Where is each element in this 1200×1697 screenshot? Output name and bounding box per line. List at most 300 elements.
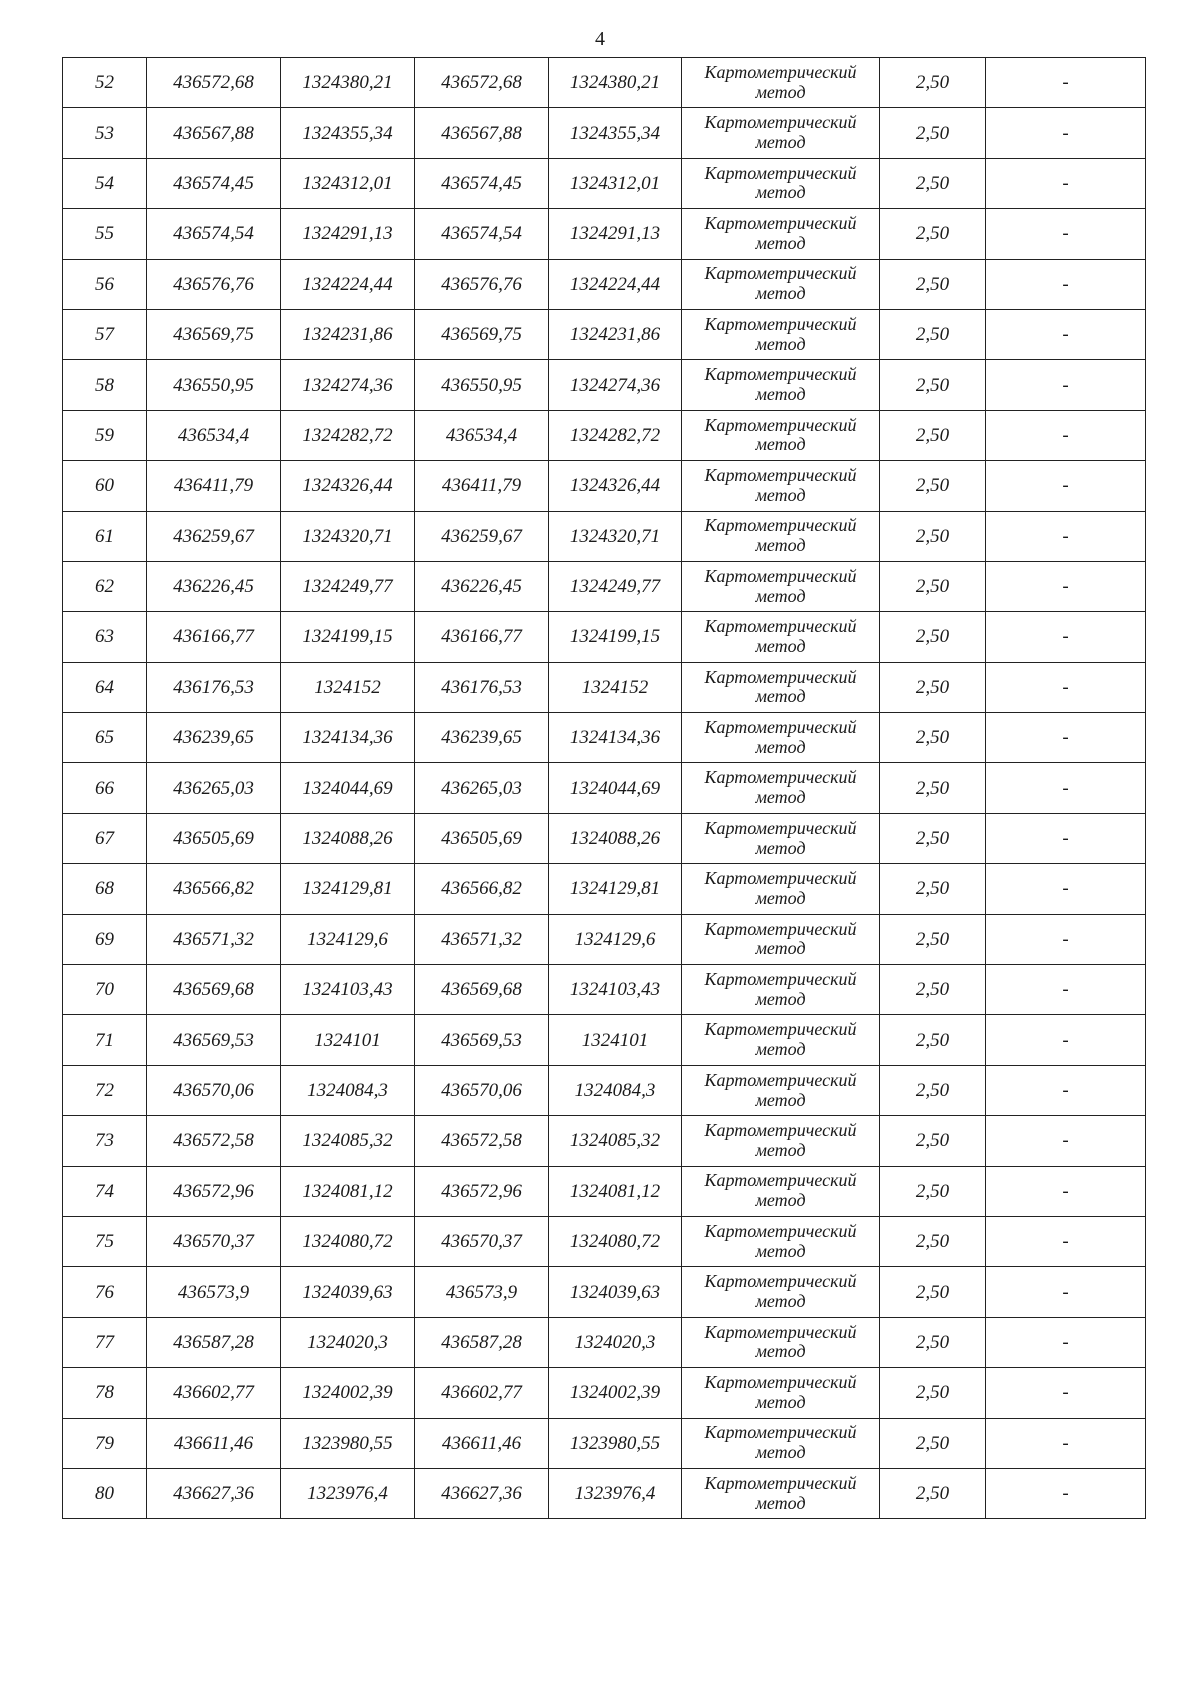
x-existing-cell: 436569,53 (147, 1015, 281, 1065)
note-cell: - (986, 1015, 1146, 1065)
table-row (63, 864, 1146, 914)
note-cell: - (986, 461, 1146, 511)
method-line2: метод (755, 1291, 806, 1312)
note-cell: - (986, 1116, 1146, 1166)
accuracy-cell: 2,50 (880, 108, 986, 158)
y-existing-cell: 1324320,71 (281, 511, 415, 561)
accuracy-cell: 2,50 (880, 763, 986, 813)
method-line1: Картометрический (704, 1321, 857, 1342)
x-new-cell: 436226,45 (415, 561, 549, 611)
y-new-cell: 1324084,3 (549, 1065, 682, 1115)
y-new-cell: 1324129,6 (549, 914, 682, 964)
method-cell (682, 561, 880, 611)
x-new-cell: 436566,82 (415, 864, 549, 914)
method-cell (682, 259, 880, 309)
point-number-cell: 72 (63, 1065, 147, 1115)
table-row (63, 461, 1146, 511)
x-new-cell: 436572,68 (415, 58, 549, 108)
accuracy-cell: 2,50 (880, 1267, 986, 1317)
note-cell: - (986, 108, 1146, 158)
y-existing-cell: 1324326,44 (281, 461, 415, 511)
method-cell (682, 813, 880, 863)
y-new-cell: 1324134,36 (549, 713, 682, 763)
note-cell: - (986, 1468, 1146, 1518)
y-new-cell: 1324080,72 (549, 1216, 682, 1266)
accuracy-cell: 2,50 (880, 58, 986, 108)
method-line1: Картометрический (704, 1069, 857, 1090)
accuracy-cell: 2,50 (880, 461, 986, 511)
method-line2: метод (755, 938, 806, 959)
method-cell (682, 612, 880, 662)
x-existing-cell: 436505,69 (147, 813, 281, 863)
method-line1: Картометрический (704, 515, 857, 536)
y-existing-cell: 1324084,3 (281, 1065, 415, 1115)
point-number-cell: 54 (63, 158, 147, 208)
method-line1: Картометрический (704, 213, 857, 234)
table-row (63, 763, 1146, 813)
method-cell (682, 1015, 880, 1065)
note-cell: - (986, 813, 1146, 863)
method-cell (682, 461, 880, 511)
note-cell: - (986, 561, 1146, 611)
method-line2: метод (755, 837, 806, 858)
x-existing-cell: 436534,4 (147, 410, 281, 460)
method-line2: метод (755, 1492, 806, 1513)
y-existing-cell: 1324080,72 (281, 1216, 415, 1266)
method-cell (682, 662, 880, 712)
x-existing-cell: 436602,77 (147, 1368, 281, 1418)
accuracy-cell: 2,50 (880, 1317, 986, 1367)
method-line2: метод (755, 434, 806, 455)
y-new-cell: 1324020,3 (549, 1317, 682, 1367)
y-existing-cell: 1324129,6 (281, 914, 415, 964)
point-number-cell: 78 (63, 1368, 147, 1418)
table-row (63, 259, 1146, 309)
y-existing-cell: 1324020,3 (281, 1317, 415, 1367)
x-new-cell: 436259,67 (415, 511, 549, 561)
y-existing-cell: 1324274,36 (281, 360, 415, 410)
y-new-cell: 1324380,21 (549, 58, 682, 108)
method-cell (682, 511, 880, 561)
accuracy-cell: 2,50 (880, 662, 986, 712)
accuracy-cell: 2,50 (880, 612, 986, 662)
method-line1: Картометрический (704, 918, 857, 939)
point-number-cell: 76 (63, 1267, 147, 1317)
point-number-cell: 60 (63, 461, 147, 511)
method-line1: Картометрический (704, 817, 857, 838)
x-existing-cell: 436259,67 (147, 511, 281, 561)
method-cell (682, 1216, 880, 1266)
note-cell: - (986, 662, 1146, 712)
x-new-cell: 436602,77 (415, 1368, 549, 1418)
x-existing-cell: 436576,76 (147, 259, 281, 309)
table-row (63, 1065, 1146, 1115)
note-cell: - (986, 763, 1146, 813)
y-existing-cell: 1324081,12 (281, 1166, 415, 1216)
x-existing-cell: 436166,77 (147, 612, 281, 662)
x-new-cell: 436574,54 (415, 209, 549, 259)
method-cell (682, 209, 880, 259)
y-existing-cell: 1324002,39 (281, 1368, 415, 1418)
method-line1: Картометрический (704, 968, 857, 989)
method-cell (682, 1368, 880, 1418)
note-cell: - (986, 1368, 1146, 1418)
accuracy-cell: 2,50 (880, 813, 986, 863)
y-new-cell: 1324101 (549, 1015, 682, 1065)
point-number-cell: 80 (63, 1468, 147, 1518)
method-cell (682, 1468, 880, 1518)
table-row (63, 1166, 1146, 1216)
x-existing-cell: 436570,06 (147, 1065, 281, 1115)
table-row (63, 1015, 1146, 1065)
y-existing-cell: 1324103,43 (281, 965, 415, 1015)
method-cell (682, 965, 880, 1015)
x-existing-cell: 436411,79 (147, 461, 281, 511)
method-line1: Картометрический (704, 1170, 857, 1191)
x-new-cell: 436176,53 (415, 662, 549, 712)
y-new-cell: 1324002,39 (549, 1368, 682, 1418)
method-line2: метод (755, 283, 806, 304)
y-existing-cell: 1324101 (281, 1015, 415, 1065)
method-line2: метод (755, 1089, 806, 1110)
method-line1: Картометрический (704, 263, 857, 284)
point-number-cell: 79 (63, 1418, 147, 1468)
x-new-cell: 436572,58 (415, 1116, 549, 1166)
y-new-cell: 1324282,72 (549, 410, 682, 460)
x-new-cell: 436567,88 (415, 108, 549, 158)
table-row (63, 1468, 1146, 1518)
point-number-cell: 55 (63, 209, 147, 259)
point-number-cell: 74 (63, 1166, 147, 1216)
note-cell: - (986, 360, 1146, 410)
point-number-cell: 61 (63, 511, 147, 561)
method-line2: метод (755, 1391, 806, 1412)
note-cell: - (986, 158, 1146, 208)
y-new-cell: 1324291,13 (549, 209, 682, 259)
method-line1: Картометрический (704, 414, 857, 435)
y-new-cell: 1324231,86 (549, 309, 682, 359)
y-new-cell: 1324249,77 (549, 561, 682, 611)
method-line2: метод (755, 182, 806, 203)
method-line2: метод (755, 535, 806, 556)
y-existing-cell: 1324312,01 (281, 158, 415, 208)
x-new-cell: 436239,65 (415, 713, 549, 763)
table-row (63, 713, 1146, 763)
method-line2: метод (755, 1240, 806, 1261)
page-number: 4 (595, 28, 605, 50)
x-new-cell: 436265,03 (415, 763, 549, 813)
note-cell: - (986, 1065, 1146, 1115)
y-existing-cell: 1324282,72 (281, 410, 415, 460)
x-existing-cell: 436572,68 (147, 58, 281, 108)
accuracy-cell: 2,50 (880, 561, 986, 611)
x-new-cell: 436576,76 (415, 259, 549, 309)
x-existing-cell: 436550,95 (147, 360, 281, 410)
x-new-cell: 436587,28 (415, 1317, 549, 1367)
point-number-cell: 68 (63, 864, 147, 914)
y-existing-cell: 1324152 (281, 662, 415, 712)
method-cell (682, 1267, 880, 1317)
method-line1: Картометрический (704, 1472, 857, 1493)
x-new-cell: 436569,75 (415, 309, 549, 359)
accuracy-cell: 2,50 (880, 1116, 986, 1166)
accuracy-cell: 2,50 (880, 965, 986, 1015)
y-existing-cell: 1324088,26 (281, 813, 415, 863)
coordinates-table (62, 57, 1146, 1519)
note-cell: - (986, 612, 1146, 662)
method-line1: Картометрический (704, 1120, 857, 1141)
method-line2: метод (755, 384, 806, 405)
accuracy-cell: 2,50 (880, 1015, 986, 1065)
point-number-cell: 65 (63, 713, 147, 763)
accuracy-cell: 2,50 (880, 1468, 986, 1518)
x-new-cell: 436569,68 (415, 965, 549, 1015)
y-existing-cell: 1323976,4 (281, 1468, 415, 1518)
method-line1: Картометрический (704, 364, 857, 385)
note-cell: - (986, 58, 1146, 108)
table-row (63, 1317, 1146, 1367)
method-line1: Картометрический (704, 616, 857, 637)
point-number-cell: 52 (63, 58, 147, 108)
y-new-cell: 1324129,81 (549, 864, 682, 914)
accuracy-cell: 2,50 (880, 1418, 986, 1468)
table-row (63, 309, 1146, 359)
y-new-cell: 1324355,34 (549, 108, 682, 158)
accuracy-cell: 2,50 (880, 259, 986, 309)
x-new-cell: 436570,06 (415, 1065, 549, 1115)
y-new-cell: 1324224,44 (549, 259, 682, 309)
method-line1: Картометрический (704, 465, 857, 486)
x-existing-cell: 436572,96 (147, 1166, 281, 1216)
accuracy-cell: 2,50 (880, 864, 986, 914)
note-cell: - (986, 914, 1146, 964)
method-cell (682, 58, 880, 108)
method-line1: Картометрический (704, 112, 857, 133)
x-existing-cell: 436574,54 (147, 209, 281, 259)
accuracy-cell: 2,50 (880, 914, 986, 964)
accuracy-cell: 2,50 (880, 511, 986, 561)
method-cell (682, 360, 880, 410)
y-new-cell: 1324274,36 (549, 360, 682, 410)
point-number-cell: 62 (63, 561, 147, 611)
x-existing-cell: 436566,82 (147, 864, 281, 914)
table-row (63, 158, 1146, 208)
table-row (63, 1368, 1146, 1418)
x-existing-cell: 436567,88 (147, 108, 281, 158)
x-new-cell: 436627,36 (415, 1468, 549, 1518)
x-existing-cell: 436627,36 (147, 1468, 281, 1518)
method-line1: Картометрический (704, 1220, 857, 1241)
note-cell: - (986, 1267, 1146, 1317)
method-line1: Картометрический (704, 1271, 857, 1292)
method-line2: метод (755, 736, 806, 757)
note-cell: - (986, 410, 1146, 460)
point-number-cell: 59 (63, 410, 147, 460)
method-cell (682, 1116, 880, 1166)
table-row (63, 410, 1146, 460)
y-new-cell: 1324152 (549, 662, 682, 712)
y-new-cell: 1324044,69 (549, 763, 682, 813)
method-line1: Картометрический (704, 716, 857, 737)
method-line2: метод (755, 1190, 806, 1211)
y-existing-cell: 1324044,69 (281, 763, 415, 813)
point-number-cell: 58 (63, 360, 147, 410)
x-new-cell: 436411,79 (415, 461, 549, 511)
y-new-cell: 1324081,12 (549, 1166, 682, 1216)
x-new-cell: 436572,96 (415, 1166, 549, 1216)
x-new-cell: 436570,37 (415, 1216, 549, 1266)
method-line2: метод (755, 1139, 806, 1160)
x-existing-cell: 436611,46 (147, 1418, 281, 1468)
x-existing-cell: 436571,32 (147, 914, 281, 964)
accuracy-cell: 2,50 (880, 158, 986, 208)
x-existing-cell: 436569,75 (147, 309, 281, 359)
point-number-cell: 73 (63, 1116, 147, 1166)
y-new-cell: 1323976,4 (549, 1468, 682, 1518)
method-line1: Картометрический (704, 666, 857, 687)
point-number-cell: 75 (63, 1216, 147, 1266)
y-new-cell: 1324039,63 (549, 1267, 682, 1317)
accuracy-cell: 2,50 (880, 713, 986, 763)
y-existing-cell: 1323980,55 (281, 1418, 415, 1468)
note-cell: - (986, 965, 1146, 1015)
note-cell: - (986, 511, 1146, 561)
method-line1: Картометрический (704, 565, 857, 586)
method-line2: метод (755, 81, 806, 102)
table-row (63, 965, 1146, 1015)
method-line1: Картометрический (704, 61, 857, 82)
x-existing-cell: 436574,45 (147, 158, 281, 208)
method-line2: метод (755, 686, 806, 707)
note-cell: - (986, 1418, 1146, 1468)
note-cell: - (986, 1166, 1146, 1216)
point-number-cell: 70 (63, 965, 147, 1015)
note-cell: - (986, 864, 1146, 914)
accuracy-cell: 2,50 (880, 1166, 986, 1216)
y-new-cell: 1324103,43 (549, 965, 682, 1015)
x-existing-cell: 436572,58 (147, 1116, 281, 1166)
method-line2: метод (755, 1039, 806, 1060)
point-number-cell: 53 (63, 108, 147, 158)
x-new-cell: 436534,4 (415, 410, 549, 460)
point-number-cell: 63 (63, 612, 147, 662)
note-cell: - (986, 309, 1146, 359)
method-cell (682, 713, 880, 763)
method-cell (682, 864, 880, 914)
method-line2: метод (755, 132, 806, 153)
accuracy-cell: 2,50 (880, 1216, 986, 1266)
point-number-cell: 77 (63, 1317, 147, 1367)
point-number-cell: 64 (63, 662, 147, 712)
x-existing-cell: 436569,68 (147, 965, 281, 1015)
note-cell: - (986, 1216, 1146, 1266)
y-new-cell: 1324326,44 (549, 461, 682, 511)
y-new-cell: 1324320,71 (549, 511, 682, 561)
x-new-cell: 436505,69 (415, 813, 549, 863)
accuracy-cell: 2,50 (880, 209, 986, 259)
point-number-cell: 57 (63, 309, 147, 359)
method-cell (682, 1317, 880, 1367)
x-existing-cell: 436570,37 (147, 1216, 281, 1266)
method-cell (682, 410, 880, 460)
method-line2: метод (755, 1341, 806, 1362)
point-number-cell: 69 (63, 914, 147, 964)
x-new-cell: 436573,9 (415, 1267, 549, 1317)
method-line2: метод (755, 635, 806, 656)
method-line2: метод (755, 988, 806, 1009)
method-cell (682, 914, 880, 964)
accuracy-cell: 2,50 (880, 309, 986, 359)
y-new-cell: 1324199,15 (549, 612, 682, 662)
accuracy-cell: 2,50 (880, 360, 986, 410)
x-existing-cell: 436239,65 (147, 713, 281, 763)
note-cell: - (986, 259, 1146, 309)
note-cell: - (986, 1317, 1146, 1367)
y-new-cell: 1324088,26 (549, 813, 682, 863)
y-existing-cell: 1324291,13 (281, 209, 415, 259)
table-row (63, 1116, 1146, 1166)
x-new-cell: 436550,95 (415, 360, 549, 410)
accuracy-cell: 2,50 (880, 410, 986, 460)
x-new-cell: 436611,46 (415, 1418, 549, 1468)
table-row (63, 1267, 1146, 1317)
accuracy-cell: 2,50 (880, 1065, 986, 1115)
method-cell (682, 1065, 880, 1115)
y-existing-cell: 1324355,34 (281, 108, 415, 158)
note-cell: - (986, 209, 1146, 259)
x-new-cell: 436571,32 (415, 914, 549, 964)
y-existing-cell: 1324380,21 (281, 58, 415, 108)
table-row (63, 58, 1146, 108)
table-row (63, 813, 1146, 863)
method-line2: метод (755, 484, 806, 505)
x-existing-cell: 436587,28 (147, 1317, 281, 1367)
method-line2: метод (755, 887, 806, 908)
table-row (63, 561, 1146, 611)
method-cell (682, 763, 880, 813)
y-new-cell: 1324085,32 (549, 1116, 682, 1166)
method-cell (682, 309, 880, 359)
method-line1: Картометрический (704, 767, 857, 788)
y-existing-cell: 1324129,81 (281, 864, 415, 914)
x-existing-cell: 436226,45 (147, 561, 281, 611)
table-row (63, 914, 1146, 964)
accuracy-cell: 2,50 (880, 1368, 986, 1418)
point-number-cell: 56 (63, 259, 147, 309)
x-existing-cell: 436573,9 (147, 1267, 281, 1317)
y-existing-cell: 1324085,32 (281, 1116, 415, 1166)
table-row (63, 662, 1146, 712)
x-existing-cell: 436265,03 (147, 763, 281, 813)
y-existing-cell: 1324231,86 (281, 309, 415, 359)
y-existing-cell: 1324134,36 (281, 713, 415, 763)
table-row (63, 1216, 1146, 1266)
method-line2: метод (755, 1442, 806, 1463)
method-line2: метод (755, 232, 806, 253)
method-cell (682, 108, 880, 158)
table-row (63, 360, 1146, 410)
method-line2: метод (755, 333, 806, 354)
x-new-cell: 436166,77 (415, 612, 549, 662)
x-new-cell: 436569,53 (415, 1015, 549, 1065)
method-line1: Картометрический (704, 313, 857, 334)
method-line1: Картометрический (704, 1372, 857, 1393)
method-line1: Картометрический (704, 162, 857, 183)
method-line1: Картометрический (704, 1422, 857, 1443)
method-cell (682, 158, 880, 208)
point-number-cell: 67 (63, 813, 147, 863)
table-row (63, 612, 1146, 662)
